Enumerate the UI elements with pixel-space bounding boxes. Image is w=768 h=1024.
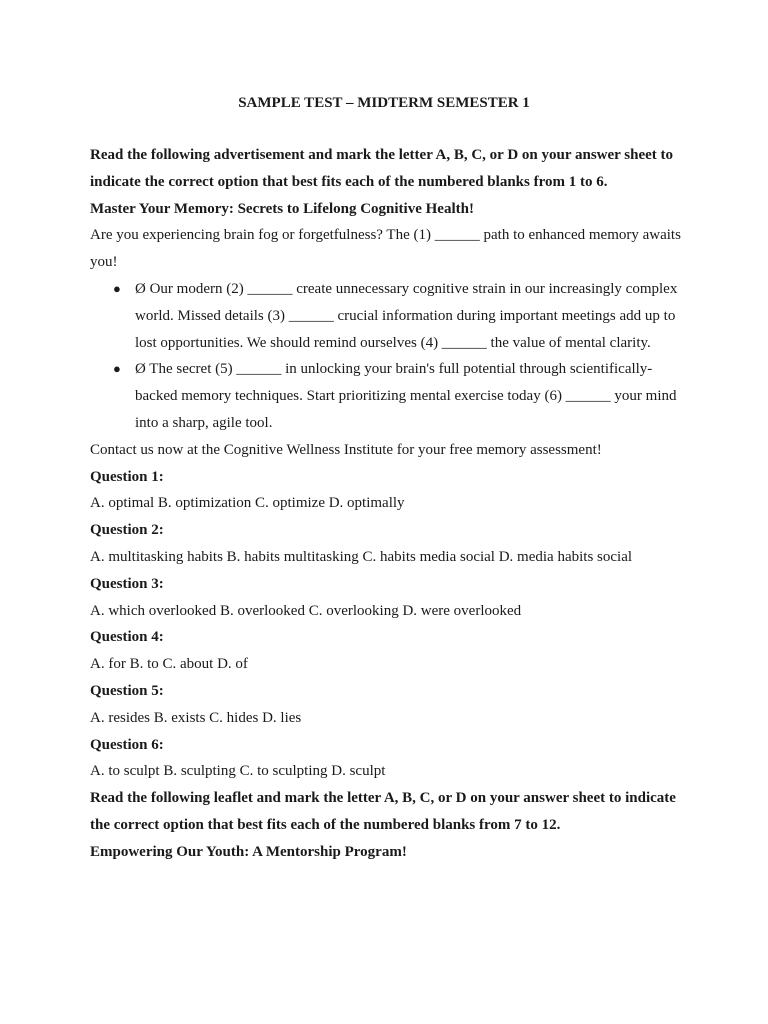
question-block	[90, 732, 690, 786]
bullet-icon: ●	[113, 280, 121, 296]
question-block	[90, 678, 690, 732]
question-label: Question 1:	[90, 468, 164, 485]
page-title: SAMPLE TEST – MIDTERM SEMESTER 1	[238, 95, 530, 111]
bullet-icon: ●	[113, 361, 121, 377]
advertisement-bullet-list	[90, 276, 690, 437]
question-block	[90, 464, 690, 518]
section2-instruction: Read the following leaflet and mark the letter A, B, C, or D on your answer sheet to indicate the correct option that best fits each of the numbered blanks from 7 to 12.	[90, 790, 676, 833]
bullet-text: Ø Our modern (2) ______ create unnecessary cognitive strain in our increasingly complex world. Missed details (3) ______ crucial information during important meetings add up to lost opportunities. We should remind ourselves (4) ______ the value of mental clarity.	[135, 280, 678, 351]
question-block	[90, 571, 690, 625]
advertisement-heading: Master Your Memory: Secrets to Lifelong Cognitive Health!	[90, 200, 474, 217]
list-item	[113, 276, 690, 356]
question-options: A. resides B. exists C. hides D. lies	[90, 709, 302, 726]
question-block	[90, 624, 690, 678]
question-options: A. optimal B. optimization C. optimize D. optimally	[90, 495, 405, 512]
question-label: Question 5:	[90, 682, 164, 699]
question-options: A. to sculpt B. sculpting C. to sculpting D. sculpt	[90, 763, 386, 780]
leaflet-heading: Empowering Our Youth: A Mentorship Program!	[90, 843, 407, 860]
question-label: Question 4:	[90, 629, 164, 646]
advertisement-intro: Are you experiencing brain fog or forgetfulness? The (1) ______ path to enhanced memory awaits you!	[90, 227, 681, 271]
question-label: Question 6:	[90, 736, 164, 753]
bullet-text: Ø The secret (5) ______ in unlocking your brain's full potential through scientifically-backed memory techniques. Start prioritizing mental exercise today (6) ______ your mind into a sharp, agile tool.	[135, 361, 677, 431]
advertisement-contact: Contact us now at the Cognitive Wellness Institute for your free memory assessment!	[90, 441, 602, 458]
section1-instruction: Read the following advertisement and mark the letter A, B, C, or D on your answer sheet to indicate the correct option that best fits each of the numbered blanks from 1 to 6.	[90, 147, 674, 190]
question-label: Question 3:	[90, 575, 164, 592]
question-options: A. which overlooked B. overlooked C. overlooking D. were overlooked	[90, 602, 522, 619]
document-body	[90, 142, 690, 866]
question-block	[90, 517, 690, 571]
list-item	[113, 356, 690, 436]
question-options: A. for B. to C. about D. of	[90, 656, 248, 673]
question-options: A. multitasking habits B. habits multitasking C. habits media social D. media habits social	[90, 548, 633, 565]
question-label: Question 2:	[90, 522, 164, 539]
